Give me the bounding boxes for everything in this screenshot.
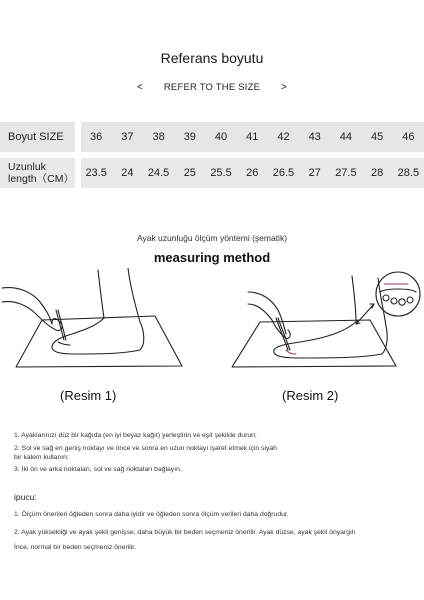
toe — [399, 299, 405, 305]
size-cell: 40 — [205, 122, 236, 152]
arm-outline — [2, 288, 52, 324]
leg-outline — [378, 278, 386, 326]
hand-outline — [272, 320, 290, 338]
length-cell: 25 — [174, 158, 205, 188]
length-cell: 28.5 — [393, 158, 424, 188]
size-cell: 37 — [112, 122, 143, 152]
pen-mark — [286, 350, 296, 354]
length-cell: 28 — [362, 158, 393, 188]
toe — [407, 297, 413, 303]
instruction-step-3: 3. İki ön ve arka noktaları, sol ve sağ noktaları bağlayın. — [14, 466, 182, 473]
instruction-step-2-line-2: bir kalem kullanın; — [14, 454, 69, 461]
length-label-line-1: Uzunluk — [8, 161, 46, 173]
length-cell: 26 — [237, 158, 268, 188]
pen — [58, 310, 66, 340]
measuring-illustration — [0, 268, 424, 383]
leg-outline — [128, 268, 140, 322]
arm-outline — [248, 304, 272, 320]
size-cell: 44 — [330, 122, 361, 152]
length-cell: 24.5 — [143, 158, 174, 188]
size-label: Boyut SIZE — [0, 122, 75, 152]
instruction-step-1: 1. Ayaklarınızı düz bir kağıda (en iyi beyaz kağıt) yerleştirin ve eşit şekilde durun; — [14, 432, 257, 439]
tip-2: 2. Ayak yüksekliği ve ayak şekli genişse, daha büyük bir beden seçmeniz önerilir. Ayak düzse, ayak şekli önyargılı — [14, 529, 356, 536]
length-cell: 27.5 — [330, 158, 361, 188]
toe — [391, 298, 397, 304]
leg-outline — [352, 276, 356, 322]
length-cell: 26.5 — [268, 158, 299, 188]
size-cell: 41 — [237, 122, 268, 152]
method-title-tr: Ayak uzunluğu ölçüm yöntemi (şematik) — [136, 233, 288, 243]
instruction-step-2-line-1: 2. Sol ve sağ en geniş noktayı ve önce ve sonra en uzun noktayı işaret etmek için siyah — [14, 445, 277, 452]
toes-detail-circle — [376, 272, 420, 316]
size-cell: 42 — [268, 122, 299, 152]
size-cell: 36 — [81, 122, 112, 152]
size-cell: 38 — [143, 122, 174, 152]
size-cell: 45 — [362, 122, 393, 152]
subtitle-text: REFER TO THE SIZE — [163, 82, 261, 93]
instruction-step-2 — [14, 444, 414, 462]
prev-arrow: < — [136, 82, 143, 93]
length-label-line-2: length（CM） — [8, 173, 74, 185]
figure-2-drawing — [232, 272, 420, 367]
foot-outline — [274, 322, 387, 358]
length-cell: 23.5 — [81, 158, 112, 188]
length-cell: 25.5 — [205, 158, 236, 188]
length-row — [0, 158, 424, 188]
leg-outline — [98, 270, 104, 318]
next-arrow: > — [281, 82, 288, 93]
size-row — [0, 122, 424, 152]
paper-sheet-2 — [232, 320, 396, 367]
pen — [56, 310, 64, 340]
length-cell: 24 — [112, 158, 143, 188]
size-cell: 43 — [299, 122, 330, 152]
paper-sheet-1 — [16, 316, 182, 367]
caption-picture-1: (Resim 1) — [60, 388, 117, 403]
arrow-line — [356, 304, 374, 324]
page-title: Referans boyutu — [160, 50, 264, 66]
foot-outline — [52, 318, 144, 354]
tip-1: 1. Ölçüm önerileri öğleden sonra daha iyidir ve öğleden sonra ölçüm verileri daha doğrudur. — [14, 511, 289, 518]
figure-1-drawing — [2, 268, 182, 367]
length-label — [0, 158, 75, 188]
caption-picture-2: (Resim 2) — [282, 388, 339, 403]
arm-outline — [2, 302, 36, 314]
length-cell: 27 — [299, 158, 330, 188]
arm-outline — [248, 292, 286, 334]
tip-3: İnce, normal bir beden seçmeniz önerilir. — [14, 544, 137, 551]
size-cell: 46 — [393, 122, 424, 152]
page-subtitle — [0, 82, 424, 93]
tips-heading: ipucu: — [14, 492, 37, 502]
toe — [383, 295, 389, 301]
method-title-en: measuring method — [153, 250, 271, 265]
toe-line — [58, 342, 70, 345]
toes-detail — [380, 289, 416, 292]
size-cell: 39 — [174, 122, 205, 152]
